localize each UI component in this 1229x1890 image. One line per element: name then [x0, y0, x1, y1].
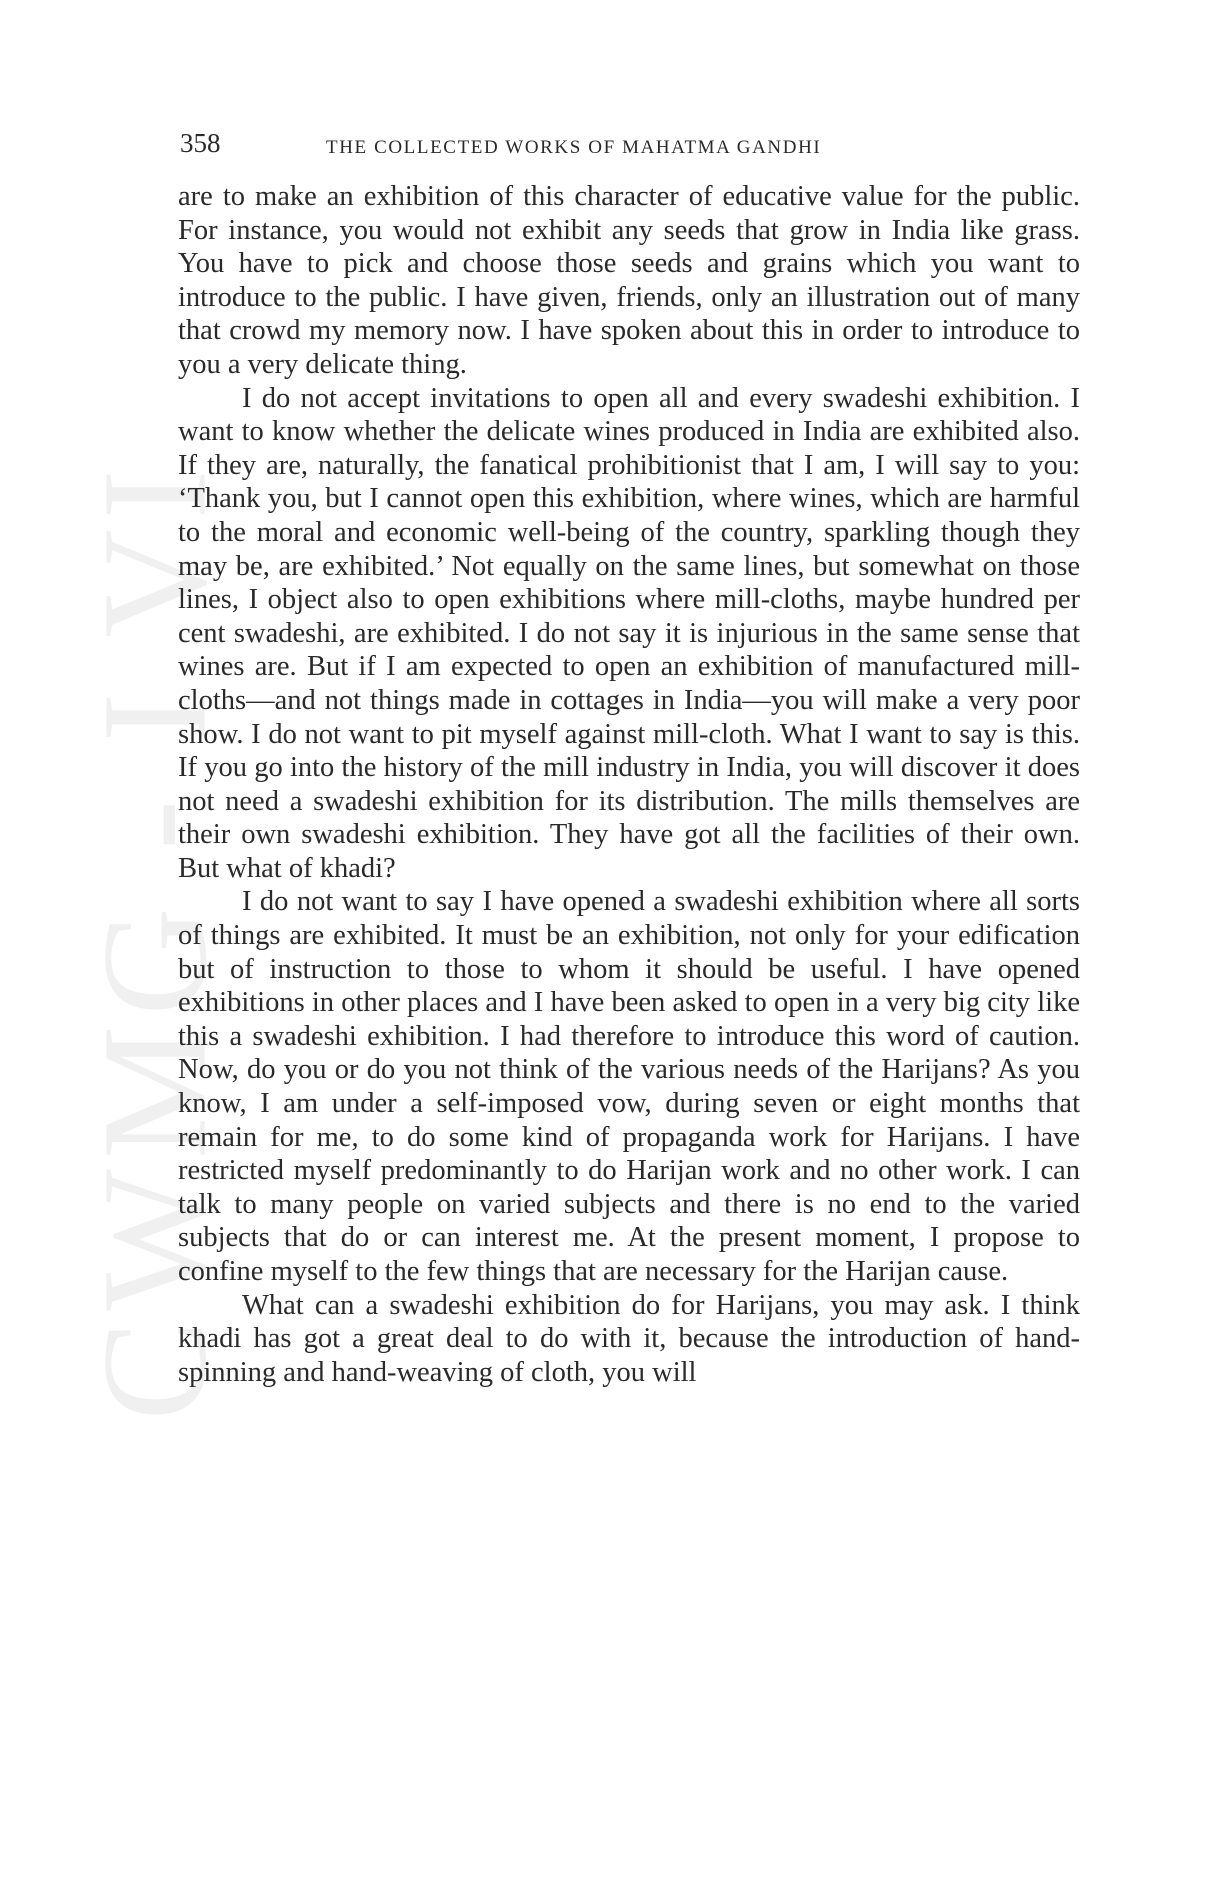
paragraph: I do not accept invitations to open all and every swadeshi exhibition. I want to know whether the delicate wines produced in India are exhibited also. If they are, naturally, the fanatical prohibitionist that I am, I will say to you: ‘Thank you, but I cannot open this exhibition, where wines, which are harmful to the moral and economic well-being of the country, sparkling though they may be, are exhibited.’ Not equally on the same lines, but somewhat on those lines, I object also to open exhibitions where mill-cloths, maybe hundred per cent swadeshi, are exhibited. I do not say it is injurious in the same sense that wines are. But if I am expected to open an exhibition of manufactured mill-cloths—and not things made in cottages in India—you will make a very poor show. I do not want to pit myself against mill-cloth. What I want to say is this. If you go into the history of the mill industry in India, you will discover it does not need a swadeshi exhibition for its distribution. The mills themselves are their own swadeshi exhibition. They have got all the facilities of their own. But what of khadi? [178, 382, 1080, 884]
body-text [178, 180, 1080, 1389]
running-head: THE COLLECTED WORKS OF MAHATMA GANDHI [326, 137, 822, 158]
paragraph: I do not want to say I have opened a swadeshi exhibition where all sorts of things are exhibited. It must be an exhibition, not only for your edification but of instruction to those to whom it should be useful. I have opened exhibitions in other places and I have been asked to open in a very big city like this a swadeshi exhibition. I had therefore to introduce this word of caution. Now, do you or do you not think of the various needs of the Harijans? As you know, I am under a self-imposed vow, during seven or eight months that remain for me, to do some kind of propaganda work for Harijans. I have restricted myself predominantly to do Harijan work and no other work. I can talk to many people on varied subjects and there is no end to the varied subjects that do or can interest me. At the present moment, I propose to confine myself to the few things that are necessary for the Harijan cause. [178, 886, 1080, 1287]
page-number: 358 [180, 128, 221, 158]
paragraph: are to make an exhibition of this character of educative value for the public. For instance, you would not exhibit any seeds that grow in India like grass. You have to pick and choose those seeds and grains which you want to introduce to the public. I have given, friends, only an illustration out of many that crowd my memory now. I have spoken about this in order to introduce to you a very delicate thing. [178, 181, 1080, 380]
page-header [180, 128, 1080, 168]
watermark-text: CWMG - I VI [72, 459, 239, 1421]
paragraph: What can a swadeshi exhibition do for Harijans, you may ask. I think khadi has got a great deal to do with it, because the introduction of hand-spinning and hand-weaving of cloth, you will [178, 1289, 1080, 1388]
